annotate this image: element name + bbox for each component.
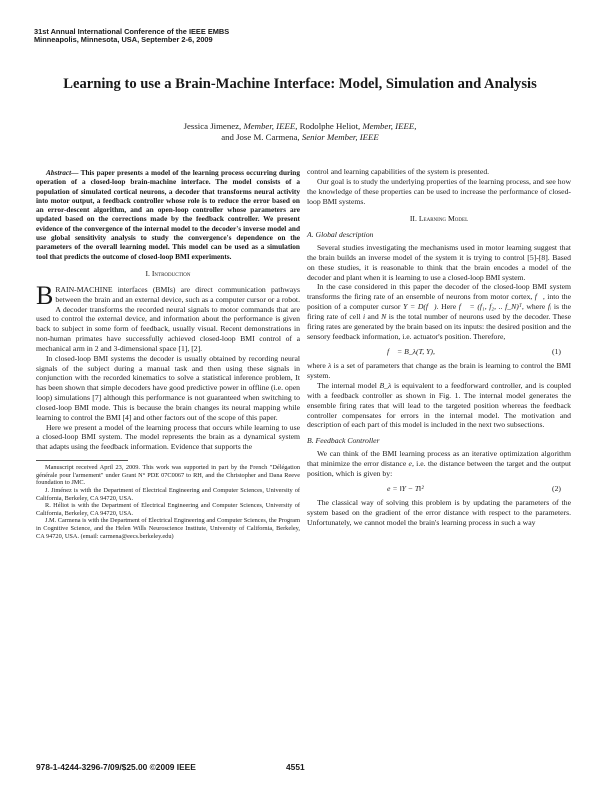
author-role: Member, IEEE, xyxy=(362,121,417,131)
author-role: Senior Member, IEEE xyxy=(301,131,379,142)
conference-name: 31st Annual International Conference of the IEEE EMBS xyxy=(34,27,230,36)
footnote-divider xyxy=(36,460,128,461)
author-role: Member, IEEE xyxy=(243,121,296,131)
equation-1 xyxy=(307,347,571,357)
footnote-author-3: J.M. Carmena is with the Department of Electrical Engineering and Computer Sciences, the Program in Cognitive Science, and the Helen Wills Neuroscience Institute, University of California, Berkeley, CA 94720, USA. (email: carmena@eecs.berkeley.edu) xyxy=(36,517,300,540)
subsection-feedback-controller: B. Feedback Controller xyxy=(307,436,380,446)
author-line-2 xyxy=(100,132,500,143)
author-line-1 xyxy=(100,121,500,132)
abstract-label: Abstract xyxy=(46,168,72,177)
right-column xyxy=(307,167,571,528)
feedback-paragraph-2: The classical way of solving this problem is by updating the parameters of the system based on the gradient of the error distance with respect to the parameters. Unfortunately, we cannot model the brain's learning process in such a way xyxy=(307,498,571,528)
footnote-author-2: R. Héliot is with the Department of Electrical Engineering and Computer Sciences, University of California, Berkeley, CA 94720, USA. xyxy=(36,502,300,517)
intro-paragraph-1: BRAIN-MACHINE interfaces (BMIs) are direct communication pathways between the brain and an external device, such as a computer cursor or a robot. A decoder transforms the recorded neural signals to motor commands that are used to control the external device, and information about the performance is given back to subject in some form of feedback, usually visual. Recent demonstrations in non-human primates have successfully achieved closed-loop BMI control of a mechanical arm in 2 and 3-dimensional space [1], [2]. xyxy=(36,280,300,353)
equation-2 xyxy=(307,484,571,494)
author-list xyxy=(100,121,500,142)
intro-paragraph-3: Here we present a model of the learning process that occurs while learning to use a closed-loop BMI system. The model represents the brain as a dynamical system that adapts using the feedback information. Evidence that supports the xyxy=(36,422,300,452)
intro-paragraph-2: In closed-loop BMI systems the decoder is usually obtained by recording neural signals of the subject during a manual task and then using these signals in conjunction with the recorded kinematics to solve a statistical inference problem, It has been shown that simple decoders have good predictive power in offline (i.e. open loop) simulations [7] although this performance is not guaranteed when switching to closed-loop BMI mode. This is because the brain changes its neural mapping while learning to control the BMI [4] and other factors out of the scope of this paper. xyxy=(36,353,300,422)
intro-continuation: control and learning capabilities of the system is presented. xyxy=(307,167,490,176)
footnote-author-1: J. Jiménez is with the Department of Electrical Engineering and Computer Sciences, University of California, Berkeley, CA 94720, USA. xyxy=(36,486,300,502)
paper-title: Learning to use a Brain-Machine Interface: Model, Simulation and Analysis xyxy=(63,76,537,92)
footnote-funding: Manuscript received April 23, 2009. This work was supported in part by the French "Délégation générale pour l'armement" under Grant N° PDE 07C0067 to RH, and the Christopher and Dana Reeve foundation to JMC. xyxy=(36,464,300,487)
subsection-global-description: A. Global description xyxy=(307,230,374,240)
internal-model-paragraph: The internal model B_λ is equivalent to a feedforward controller, and is coupled with a feedback controller as shown in Fig. 1. The internal model generates the ensemble firing rates that will lead to the targeted position whereas the feedback controller compensates for errors in the internal model. The motivation and description of each part of this model is included in the next two subsections. xyxy=(307,381,571,430)
equation-2-number: (2) xyxy=(552,483,561,493)
author-heliot: , Rodolphe Heliot, xyxy=(295,121,363,131)
section-heading-learning-model: II. Learning Model xyxy=(409,214,469,224)
equation-2-body: e = ‖Y − T‖² xyxy=(387,483,424,493)
footnotes xyxy=(36,460,300,540)
author-carmena: and Jose M. Carmena, xyxy=(221,131,302,142)
equation-1-body: f⃗ = B_λ(T, Y), xyxy=(387,346,435,356)
abstract-text: — This paper presents a model of the learning process occurring during operation of a closed-loop brain-machine interface. The model consists of a population of simulated cortical neurons, a decoder that transforms neural activity into motor output, a feedback controller whose role is to reduce the error based on an error-descent algorithm, and an open-loop controller whose parameters are updated based on the corrections made by the feedback controller. We present evidence of the convergence of the internal model to the decoder's inverse model and use global sensitivity analysis to study the convergence's dependence on the parameters of the overall learning model. This model can be used as a simulation tool that predicts the outcome of closed-loop BMI experiments. xyxy=(36,168,300,261)
abstract xyxy=(36,168,300,261)
left-column xyxy=(36,168,300,540)
global-description-paragraph-1: Several studies investigating the mechanisms used in motor learning suggest that the brain builds an inverse model of the system it is trying to control [5]-[8]. Based on these studies, it is reasonable to think that the brain encodes a model of the decoder and plant when it is learning to use a closed-loop BMI system. xyxy=(307,243,571,282)
conference-location: Minneapolis, Minnesota, USA, September 2-6, 2009 xyxy=(34,35,213,45)
feedback-paragraph-1: We can think of the BMI learning process as an iterative optimization algorithm that minimize the error distance e, i.e. the distance between the target and the output position, which is given by: xyxy=(307,449,571,478)
goal-paragraph: Our goal is to study the underlying properties of the learning process, and see how the knowledge of these properties can be used to increase the performance of closed-loop BMI systems. xyxy=(307,176,571,206)
footer-isbn: 978-1-4244-3296-7/09/$25.00 ©2009 IEEE xyxy=(36,762,196,772)
conference-header xyxy=(34,28,229,45)
page-number: 4551 xyxy=(286,762,305,772)
lambda-paragraph: where λ is a set of parameters that change as the brain is learning to control the BMI system. xyxy=(307,361,572,381)
section-heading-introduction: I. Introduction xyxy=(145,268,191,278)
drop-cap: B xyxy=(36,280,54,310)
equation-1-number: (1) xyxy=(552,346,561,356)
global-description-paragraph-2: In the case considered in this paper the decoder of the closed-loop BMI system transforms the firing rate of an ensemble of neurons from motor cortex, f⃗, into the position of a computer cursor Y = D(f⃗). Here f⃗ = (f₁, f₂, .. f_N)ᵀ, where fᵢ is the firing rate of cell i and N is the total number of neurons used by the decoder. These firing rates are generated by the brain based on its inputs: the desired position and the sensory feedback information, i.e. actuator's position. Therefore, xyxy=(307,282,571,341)
author-jimenez: Jessica Jimenez, xyxy=(183,121,244,131)
